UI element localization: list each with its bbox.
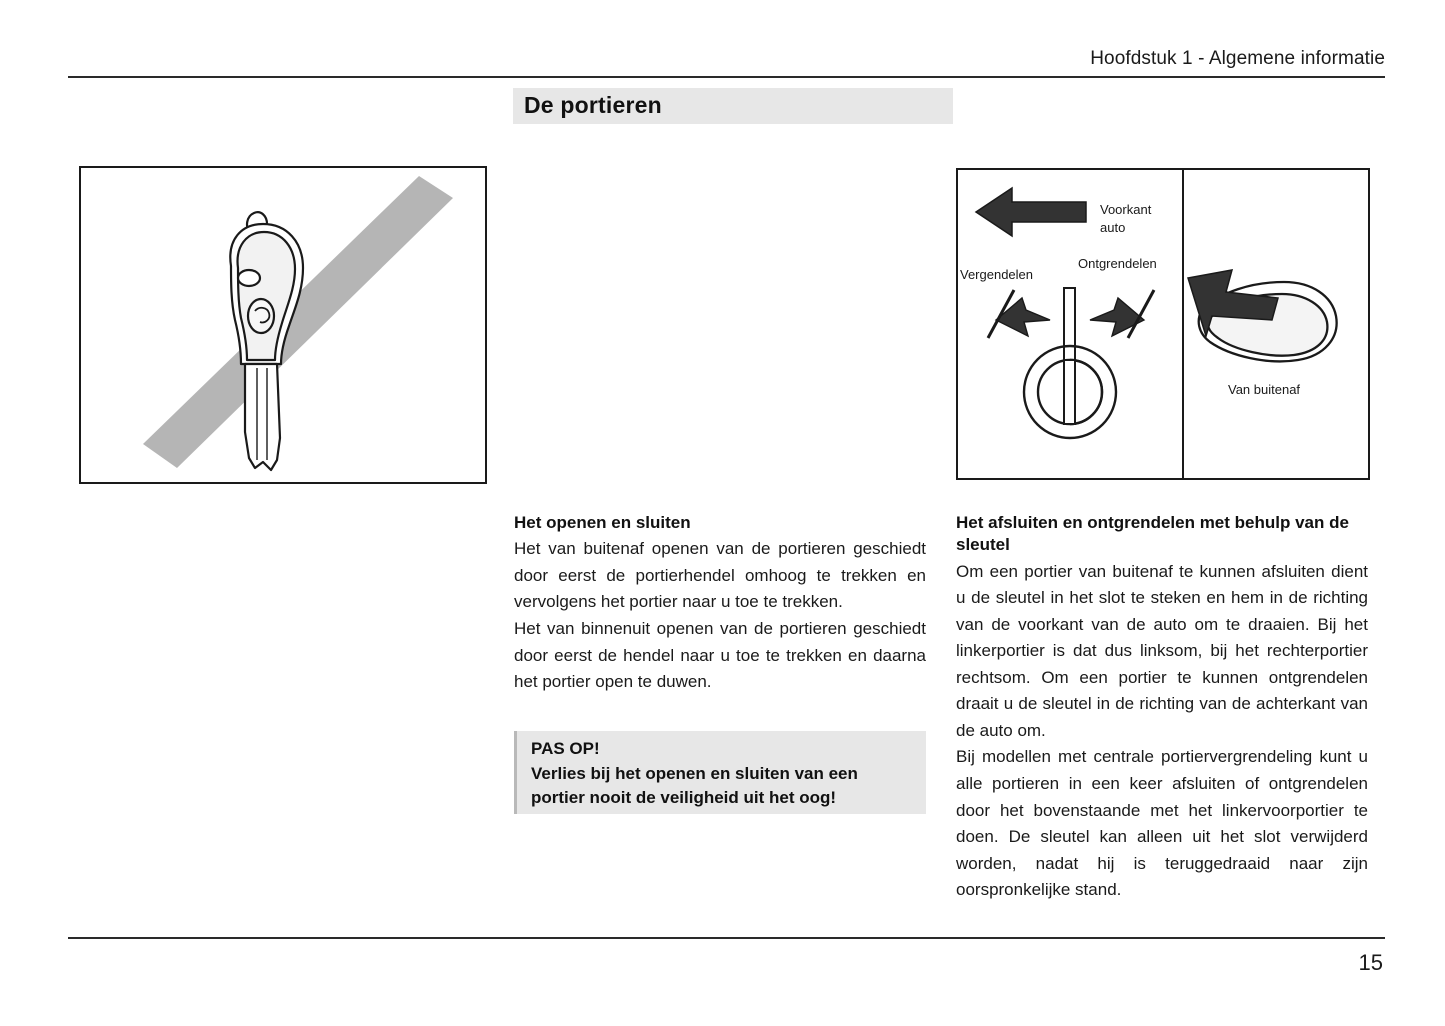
label-lock: Vergendelen: [960, 267, 1034, 282]
page-number: 15: [1358, 950, 1383, 975]
front-arrow-icon: [976, 188, 1086, 236]
paragraph-middle-2: Het van binnenuit openen van de portieren geschiedt door eerst de hendel naar u toe te trekken en daarna het portier open te duwen.: [514, 618, 926, 692]
heading-openen-sluiten: Het openen en sluiten: [514, 513, 691, 532]
footer-divider: [68, 937, 1385, 939]
header-divider: [68, 76, 1385, 78]
page-title: De portieren: [524, 92, 662, 118]
label-unlock: Ontgrendelen: [1078, 256, 1157, 271]
warning-box: [514, 731, 926, 814]
figure-divider: [1182, 170, 1184, 478]
paragraph-middle-1: Het van buitenaf openen van de portieren geschiedt door eerst de portierhendel omhoog te trekken en vervolgens het portier naar u toe te trekken.: [514, 539, 926, 612]
lock-illustration-svg: [958, 170, 1364, 474]
paragraph-right-2: Bij modellen met centrale portiervergrendeling kunt u alle portieren in een keer afsluiten of ontgrendelen door het bovenstaande met het linkervoorportier te doen. De sleutel kan alleen uit het slot verwijderd worden, nadat hij is teruggedraaid naar zijn oorspronkelijke stand.: [956, 747, 1368, 900]
key-illustration-svg: [81, 168, 481, 478]
heading-afsluiten-ontgrendelen: Het afsluiten en ontgrendelen met behulp van de sleutel: [956, 513, 1349, 555]
diagonal-band: [143, 176, 453, 468]
chapter-header: Hoofdstuk 1 - Algemene informatie: [1090, 48, 1385, 69]
paragraph-right-1: Om een portier van buitenaf te kunnen afsluiten dient u de sleutel in het slot te steken en hem in de richting van de voorkant van de auto om te draaien. Bij het linkerportier is dat dus linksom, bij het rechterportier rechtsom. Om een portier te kunnen ontgrendelen draait u de sleutel in de richting van de achterkant van de auto om.: [956, 561, 1368, 740]
figure-key: [79, 166, 487, 484]
label-front-of-car-line1: Voorkant: [1100, 202, 1152, 217]
warning-text: Verlies bij het openen en sluiten van een portier nooit de veiligheid uit het oog!: [531, 764, 858, 808]
warning-title: PAS OP!: [531, 739, 600, 758]
label-front-of-car-line2: auto: [1100, 220, 1126, 235]
label-from-outside: Van buitenaf: [1228, 382, 1301, 397]
column-middle: [514, 512, 926, 696]
column-right: [956, 512, 1368, 904]
figure-lock: [956, 168, 1370, 480]
